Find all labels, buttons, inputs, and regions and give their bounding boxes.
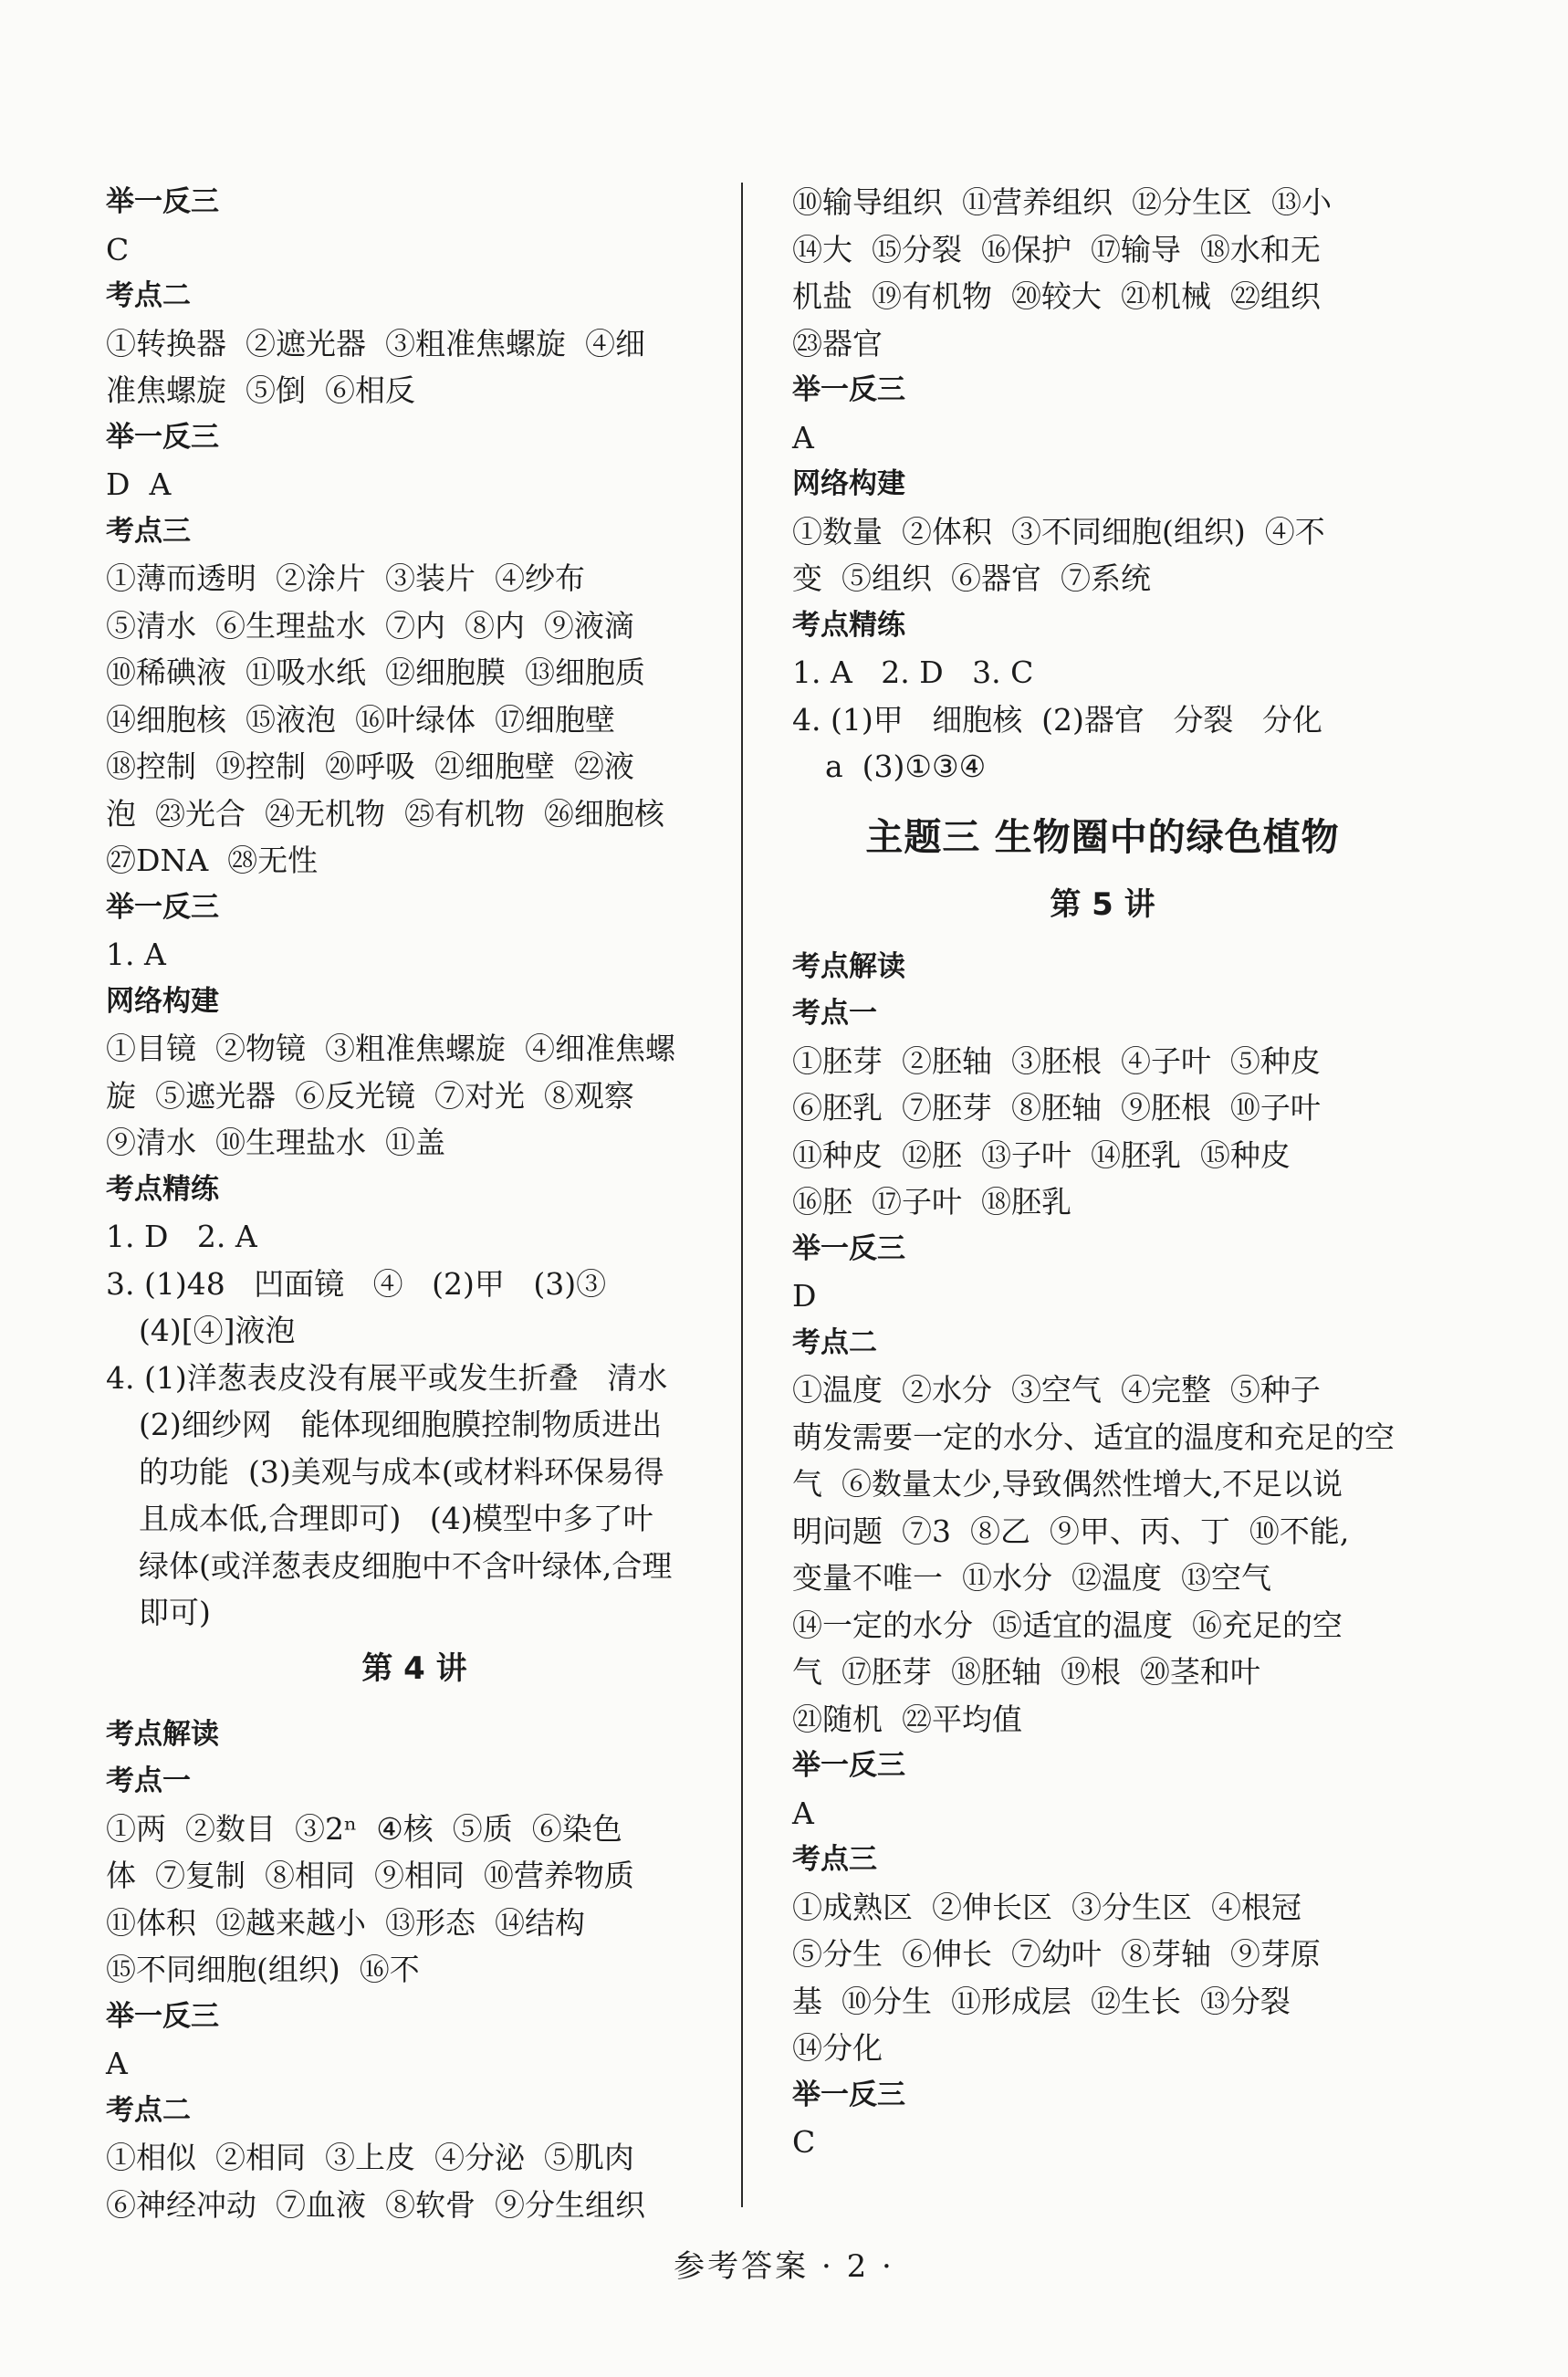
answer-text: ⑩稀碘液 ⑪吸水纸 ⑫细胞膜 ⑬细胞质	[106, 654, 645, 690]
answer-text: 明问题 ⑦3 ⑧乙 ⑨甲、丙、丁 ⑩不能,	[792, 1513, 1350, 1549]
answer-text: C	[106, 231, 130, 267]
answer-text: ⑮不同细胞(组织) ⑯不	[106, 1952, 420, 1987]
answer-text: 4. (1)甲 细胞核 (2)器官 分裂 分化	[792, 701, 1322, 738]
left-column	[106, 179, 723, 2228]
answer-text: A	[106, 2046, 128, 2081]
heading-interpretation: 考点解读	[106, 1717, 219, 1751]
answer-text: 气 ⑰胚芽 ⑱胚轴 ⑲根 ⑳茎和叶	[792, 1654, 1260, 1690]
answer-text: 变 ⑤组织 ⑥器官 ⑦系统	[792, 560, 1151, 596]
heading-exercise: 考点精练	[792, 608, 905, 642]
heading-network: 网络构建	[106, 984, 219, 1018]
heading-practice: 举一反三	[792, 1231, 905, 1265]
answer-text: ⑭分化	[792, 2030, 883, 2066]
answer-text: ①胚芽 ②胚轴 ③胚根 ④子叶 ⑤种皮	[792, 1042, 1321, 1079]
answer-text: ⑭一定的水分 ⑮适宜的温度 ⑯充足的空	[792, 1607, 1343, 1643]
lecture-5-title: 第 5 讲	[1050, 885, 1155, 923]
heading-point-1: 考点一	[106, 1764, 191, 1797]
answer-text: (4)[④]液泡	[139, 1313, 296, 1348]
answer-text: ⑥胚乳 ⑦胚芽 ⑧胚轴 ⑨胚根 ⑩子叶	[792, 1090, 1321, 1126]
heading-practice: 举一反三	[106, 420, 219, 454]
heading-practice: 举一反三	[792, 373, 905, 406]
answer-text: a (3)①③④	[825, 749, 987, 784]
answer-text: ①数量 ②体积 ③不同细胞(组织) ④不	[792, 513, 1325, 550]
answer-text: A	[792, 419, 814, 456]
answer-text: ⑪体积 ⑫越来越小 ⑬形态 ⑭结构	[106, 1904, 585, 1941]
answer-text: 即可)	[139, 1595, 211, 1630]
answer-text: 1. A 2. D 3. C	[792, 654, 1034, 690]
answer-text: ⑯胚 ⑰子叶 ⑱胚乳	[792, 1184, 1071, 1220]
lecture-4-title: 第 4 讲	[361, 1649, 467, 1687]
answer-text: ㉓器官	[792, 325, 883, 361]
answer-text: ⑱控制 ⑲控制 ⑳呼吸 ㉑细胞壁 ㉒液	[106, 749, 634, 784]
answer-text: ①薄而透明 ②涂片 ③装片 ④纱布	[106, 560, 585, 596]
answer-text: D A	[106, 466, 172, 502]
answer-text: 1. D 2. A	[106, 1219, 257, 1254]
answer-text: A	[792, 1795, 814, 1831]
answer-text: 4. (1)洋葱表皮没有展平或发生折叠 清水	[106, 1359, 668, 1396]
answer-text: ①成熟区 ②伸长区 ③分生区 ④根冠	[792, 1889, 1301, 1925]
answer-text: ①目镜 ②物镜 ③粗准焦螺旋 ④细准焦螺	[106, 1031, 675, 1066]
answer-text: ①相似 ②相同 ③上皮 ④分泌 ⑤肌肉	[106, 2140, 634, 2175]
answer-text: 准焦螺旋 ⑤倒 ⑥相反	[106, 372, 415, 408]
answer-text: 3. (1)48 凹面镜 ④ (2)甲 (3)③	[106, 1265, 607, 1302]
heading-practice: 举一反三	[106, 1999, 219, 2033]
answer-text: 1. A	[106, 937, 166, 972]
answer-text: 且成本低,合理即可) (4)模型中多了叶	[139, 1501, 653, 1536]
answer-text: ①两 ②数目 ③2ⁿ ④核 ⑤质 ⑥染色	[106, 1810, 622, 1847]
answer-text: D	[792, 1278, 817, 1314]
heading-network: 网络构建	[792, 467, 905, 500]
answer-text: 绿体(或洋葱表皮细胞中不含叶绿体,合理	[139, 1547, 673, 1584]
answer-text: 气 ⑥数量太少,导致偶然性增大,不足以说	[792, 1466, 1343, 1502]
answer-text: ①转换器 ②遮光器 ③粗准焦螺旋 ④细	[106, 325, 645, 361]
answer-text: ㉗DNA ㉘无性	[106, 843, 319, 878]
answer-text: 泡 ㉓光合 ㉔无机物 ㉕有机物 ㉖细胞核	[106, 795, 664, 832]
page-footer: 参考答案 · 2 ·	[674, 2248, 894, 2285]
heading-point-3: 考点三	[792, 1843, 877, 1876]
heading-exercise: 考点精练	[106, 1172, 219, 1206]
answer-text: ⑥神经冲动 ⑦血液 ⑧软骨 ⑨分生组织	[106, 2186, 645, 2223]
answer-text: ⑤分生 ⑥伸长 ⑦幼叶 ⑧芽轴 ⑨芽原	[792, 1936, 1321, 1972]
answer-text: 机盐 ⑲有机物 ⑳较大 ㉑机械 ㉒组织	[792, 278, 1321, 314]
heading-point-2: 考点二	[106, 2093, 191, 2127]
heading-practice: 举一反三	[106, 185, 219, 218]
answer-text: ⑨清水 ⑩生理盐水 ⑪盖	[106, 1125, 445, 1160]
answer-text: 基 ⑩分生 ⑪形成层 ⑫生长 ⑬分裂	[792, 1983, 1291, 2019]
answer-text: (2)细纱网 能体现细胞膜控制物质进出	[139, 1407, 663, 1442]
answer-text: ⑭大 ⑮分裂 ⑯保护 ⑰输导 ⑱水和无	[792, 231, 1321, 267]
answer-text: ⑪种皮 ⑫胚 ⑬子叶 ⑭胚乳 ⑮种皮	[792, 1136, 1291, 1173]
answer-text: ①温度 ②水分 ③空气 ④完整 ⑤种子	[792, 1372, 1321, 1408]
heading-point-2: 考点二	[106, 279, 191, 312]
answer-text: 旋 ⑤遮光器 ⑥反光镜 ⑦对光 ⑧观察	[106, 1077, 634, 1114]
answer-text: 萌发需要一定的水分、适宜的温度和充足的空	[792, 1419, 1395, 1455]
topic-title: 主题三 生物圈中的绿色植物	[865, 814, 1340, 859]
heading-point-3: 考点三	[106, 514, 191, 548]
heading-interpretation: 考点解读	[792, 949, 905, 983]
heading-practice: 举一反三	[792, 2078, 905, 2111]
column-divider	[741, 183, 743, 2207]
answer-text: ⑭细胞核 ⑮液泡 ⑯叶绿体 ⑰细胞壁	[106, 701, 615, 738]
heading-practice: 举一反三	[792, 1749, 905, 1782]
answer-text: 变量不唯一 ⑪水分 ⑫温度 ⑬空气	[792, 1560, 1271, 1596]
heading-point-2: 考点二	[792, 1325, 877, 1359]
answer-text: ㉑随机 ㉒平均值	[792, 1701, 1022, 1737]
answer-text: ⑩输导组织 ⑪营养组织 ⑫分生区 ⑬小	[792, 184, 1332, 220]
right-column	[792, 179, 1413, 2166]
answer-text: 体 ⑦复制 ⑧相同 ⑨相同 ⑩营养物质	[106, 1858, 634, 1893]
heading-practice: 举一反三	[106, 890, 219, 924]
heading-point-1: 考点一	[792, 997, 877, 1030]
answer-text: 的功能 (3)美观与成本(或材料环保易得	[139, 1453, 664, 1490]
answer-text: C	[792, 2124, 816, 2160]
answer-text: ⑤清水 ⑥生理盐水 ⑦内 ⑧内 ⑨液滴	[106, 607, 634, 644]
